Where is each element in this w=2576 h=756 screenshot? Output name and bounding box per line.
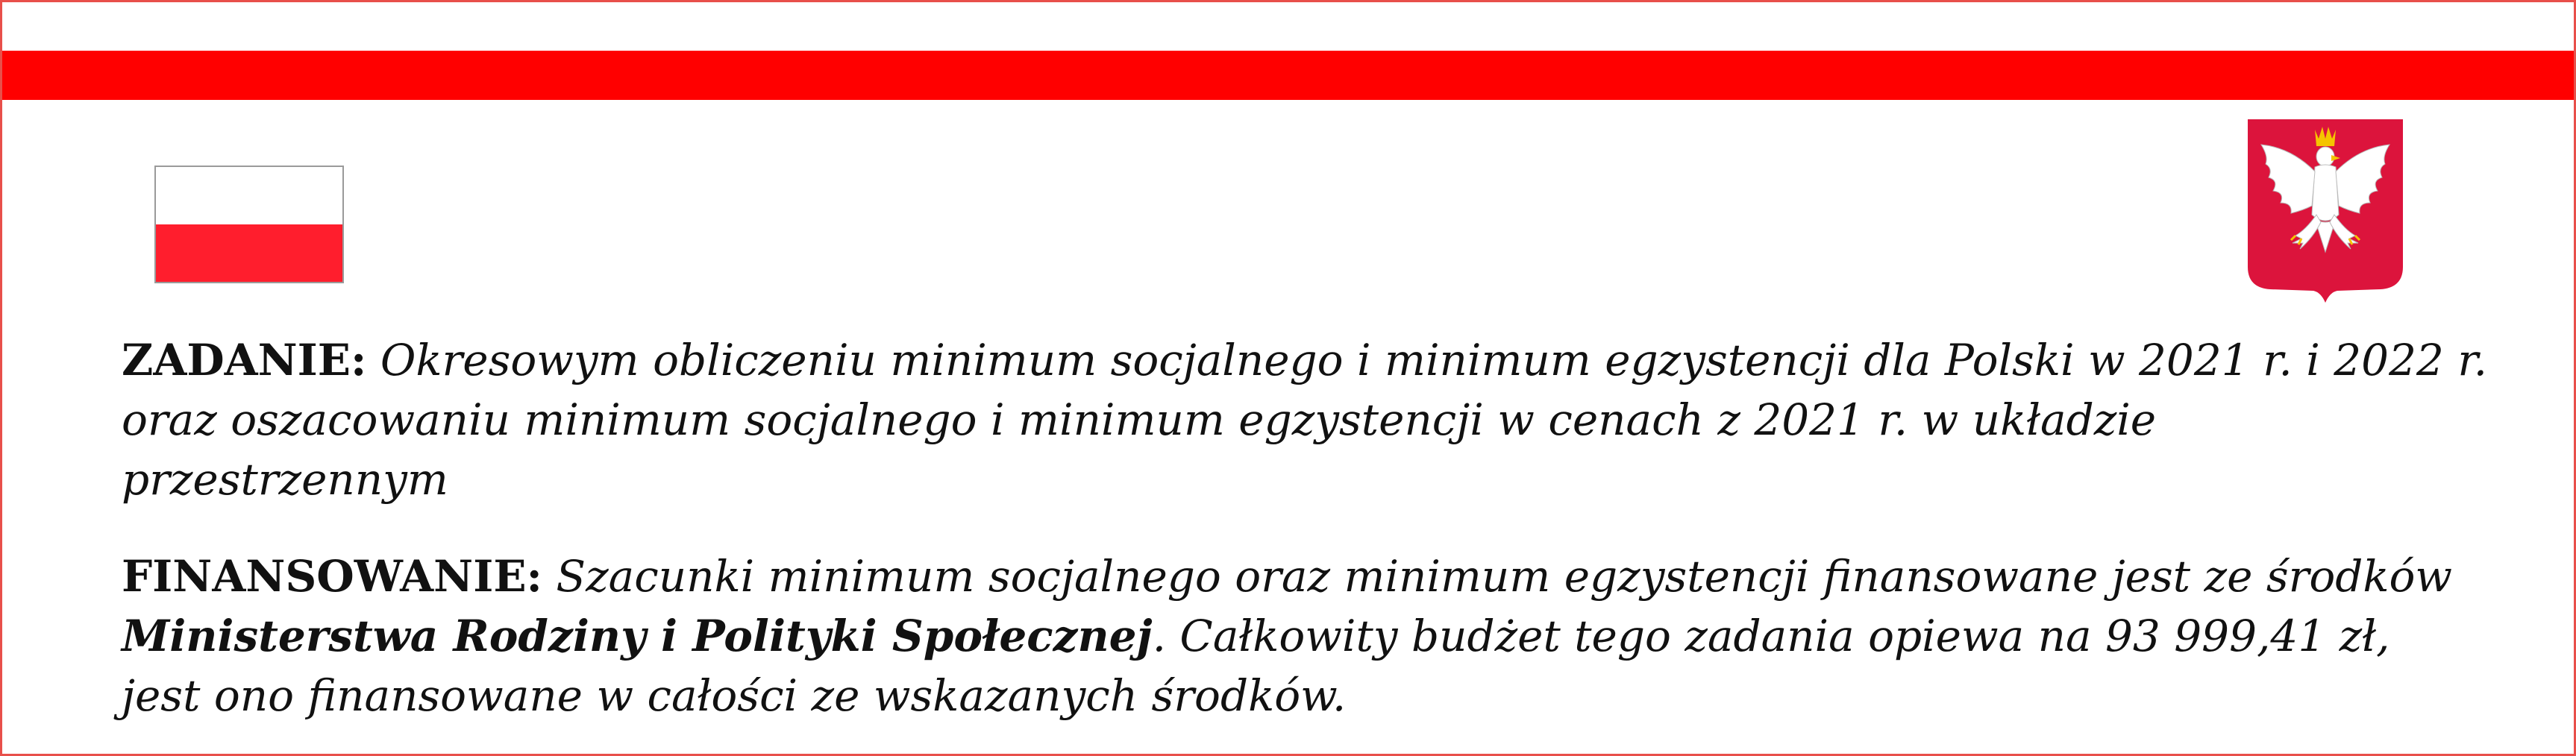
flag-red-band [156,224,342,282]
flag-white-band [156,167,342,224]
zadanie-label: ZADANIE: [122,335,367,385]
description-text [122,330,2494,725]
ministry-name: Ministerstwa Rodziny i Polityki Społecznej [122,611,1153,661]
finansowanie-paragraph [122,546,2494,725]
finansowanie-line-3: jest ono finansowane w całości ze wskazanych środków. [122,670,1347,721]
finansowanie-label: FINANSOWANIE: [122,551,542,602]
zadanie-paragraph [122,330,2494,509]
zadanie-line-1: Okresowym obliczeniu minimum socjalnego i minimum egzystencji dla Polski w 2021 r. i 2022 r. [380,335,2488,385]
eagle-body [2312,165,2339,221]
zadanie-line-2: oraz oszacowaniu minimum socjalnego i minimum egzystencji w cenach z 2021 r. w układzie przestrzennym [122,394,2157,505]
polish-flag-icon [154,166,344,283]
polish-coat-of-arms-icon [2246,118,2404,304]
top-red-stripe [2,51,2574,100]
finansowanie-line-1: Szacunki minimum socjalnego oraz minimum egzystencji finansowane jest ze środków [556,551,2453,602]
finansowanie-line-2: . Całkowity budżet tego zadania opiewa na 93 999,41 zł, [1152,611,2390,661]
